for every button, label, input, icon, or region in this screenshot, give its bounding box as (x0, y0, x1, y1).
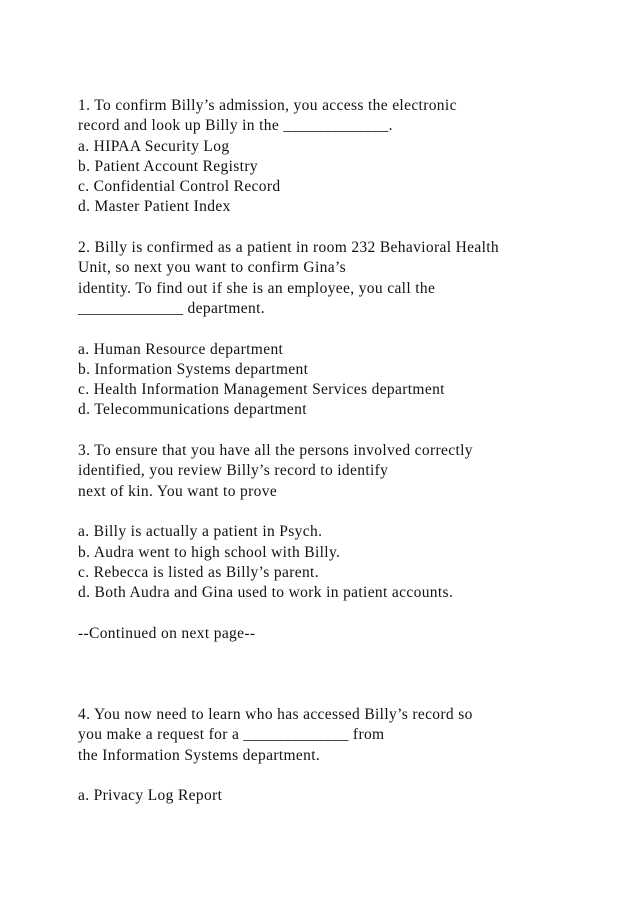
continued-notice: --Continued on next page-- (78, 624, 256, 642)
question-1-option-c: c. Confidential Control Record (78, 178, 281, 196)
question-3-option-d: d. Both Audra and Gina used to work in patient accounts. (78, 584, 454, 602)
question-3 (78, 441, 618, 603)
question-3-option-a: a. Billy is actually a patient in Psych. (78, 523, 323, 541)
question-1-option-b: b. Patient Account Registry (78, 157, 258, 175)
spacer (78, 502, 618, 522)
question-4-stem-line-2: you make a request for a _____________ from (78, 726, 385, 744)
spacer (78, 644, 618, 705)
question-2-option-d: d. Telecommunications department (78, 401, 307, 419)
spacer (78, 218, 618, 238)
question-3-option-c: c. Rebecca is listed as Billy’s parent. (78, 563, 319, 581)
spacer (78, 603, 618, 623)
question-4 (78, 705, 618, 806)
question-2-option-b: b. Information Systems department (78, 360, 309, 378)
question-2-stem-line-2: Unit, so next you want to confirm Gina’s (78, 259, 346, 277)
question-3-stem-line-3: next of kin. You want to prove (78, 482, 278, 500)
question-2-stem-line-1: 2. Billy is confirmed as a patient in room 232 Behavioral Health (78, 239, 500, 257)
question-4-stem-line-3: the Information Systems department. (78, 746, 321, 764)
question-2-stem-line-4: _____________ department. (78, 299, 265, 317)
question-2-stem-line-3: identity. To find out if she is an employee, you call the (78, 279, 436, 297)
question-1-stem-line-1: 1. To confirm Billy’s admission, you access the electronic (78, 97, 457, 114)
question-1-stem-line-2: record and look up Billy in the _____________. (78, 117, 393, 135)
document-page (78, 96, 618, 806)
question-2-option-c: c. Health Information Management Services department (78, 381, 445, 399)
spacer (78, 421, 618, 441)
question-2 (78, 238, 618, 421)
question-1 (78, 96, 618, 218)
question-4-stem-line-1: 4. You now need to learn who has accessed Billy’s record so (78, 705, 473, 723)
spacer (78, 319, 618, 339)
question-1-option-d: d. Master Patient Index (78, 198, 231, 216)
question-4-option-a: a. Privacy Log Report (78, 787, 223, 805)
question-3-stem-line-1: 3. To ensure that you have all the persons involved correctly (78, 442, 473, 460)
question-3-option-b: b. Audra went to high school with Billy. (78, 543, 341, 561)
question-1-option-a: a. HIPAA Security Log (78, 137, 230, 155)
question-3-stem-line-2: identified, you review Billy’s record to identify (78, 462, 389, 480)
spacer (78, 766, 618, 786)
question-2-option-a: a. Human Resource department (78, 340, 284, 358)
